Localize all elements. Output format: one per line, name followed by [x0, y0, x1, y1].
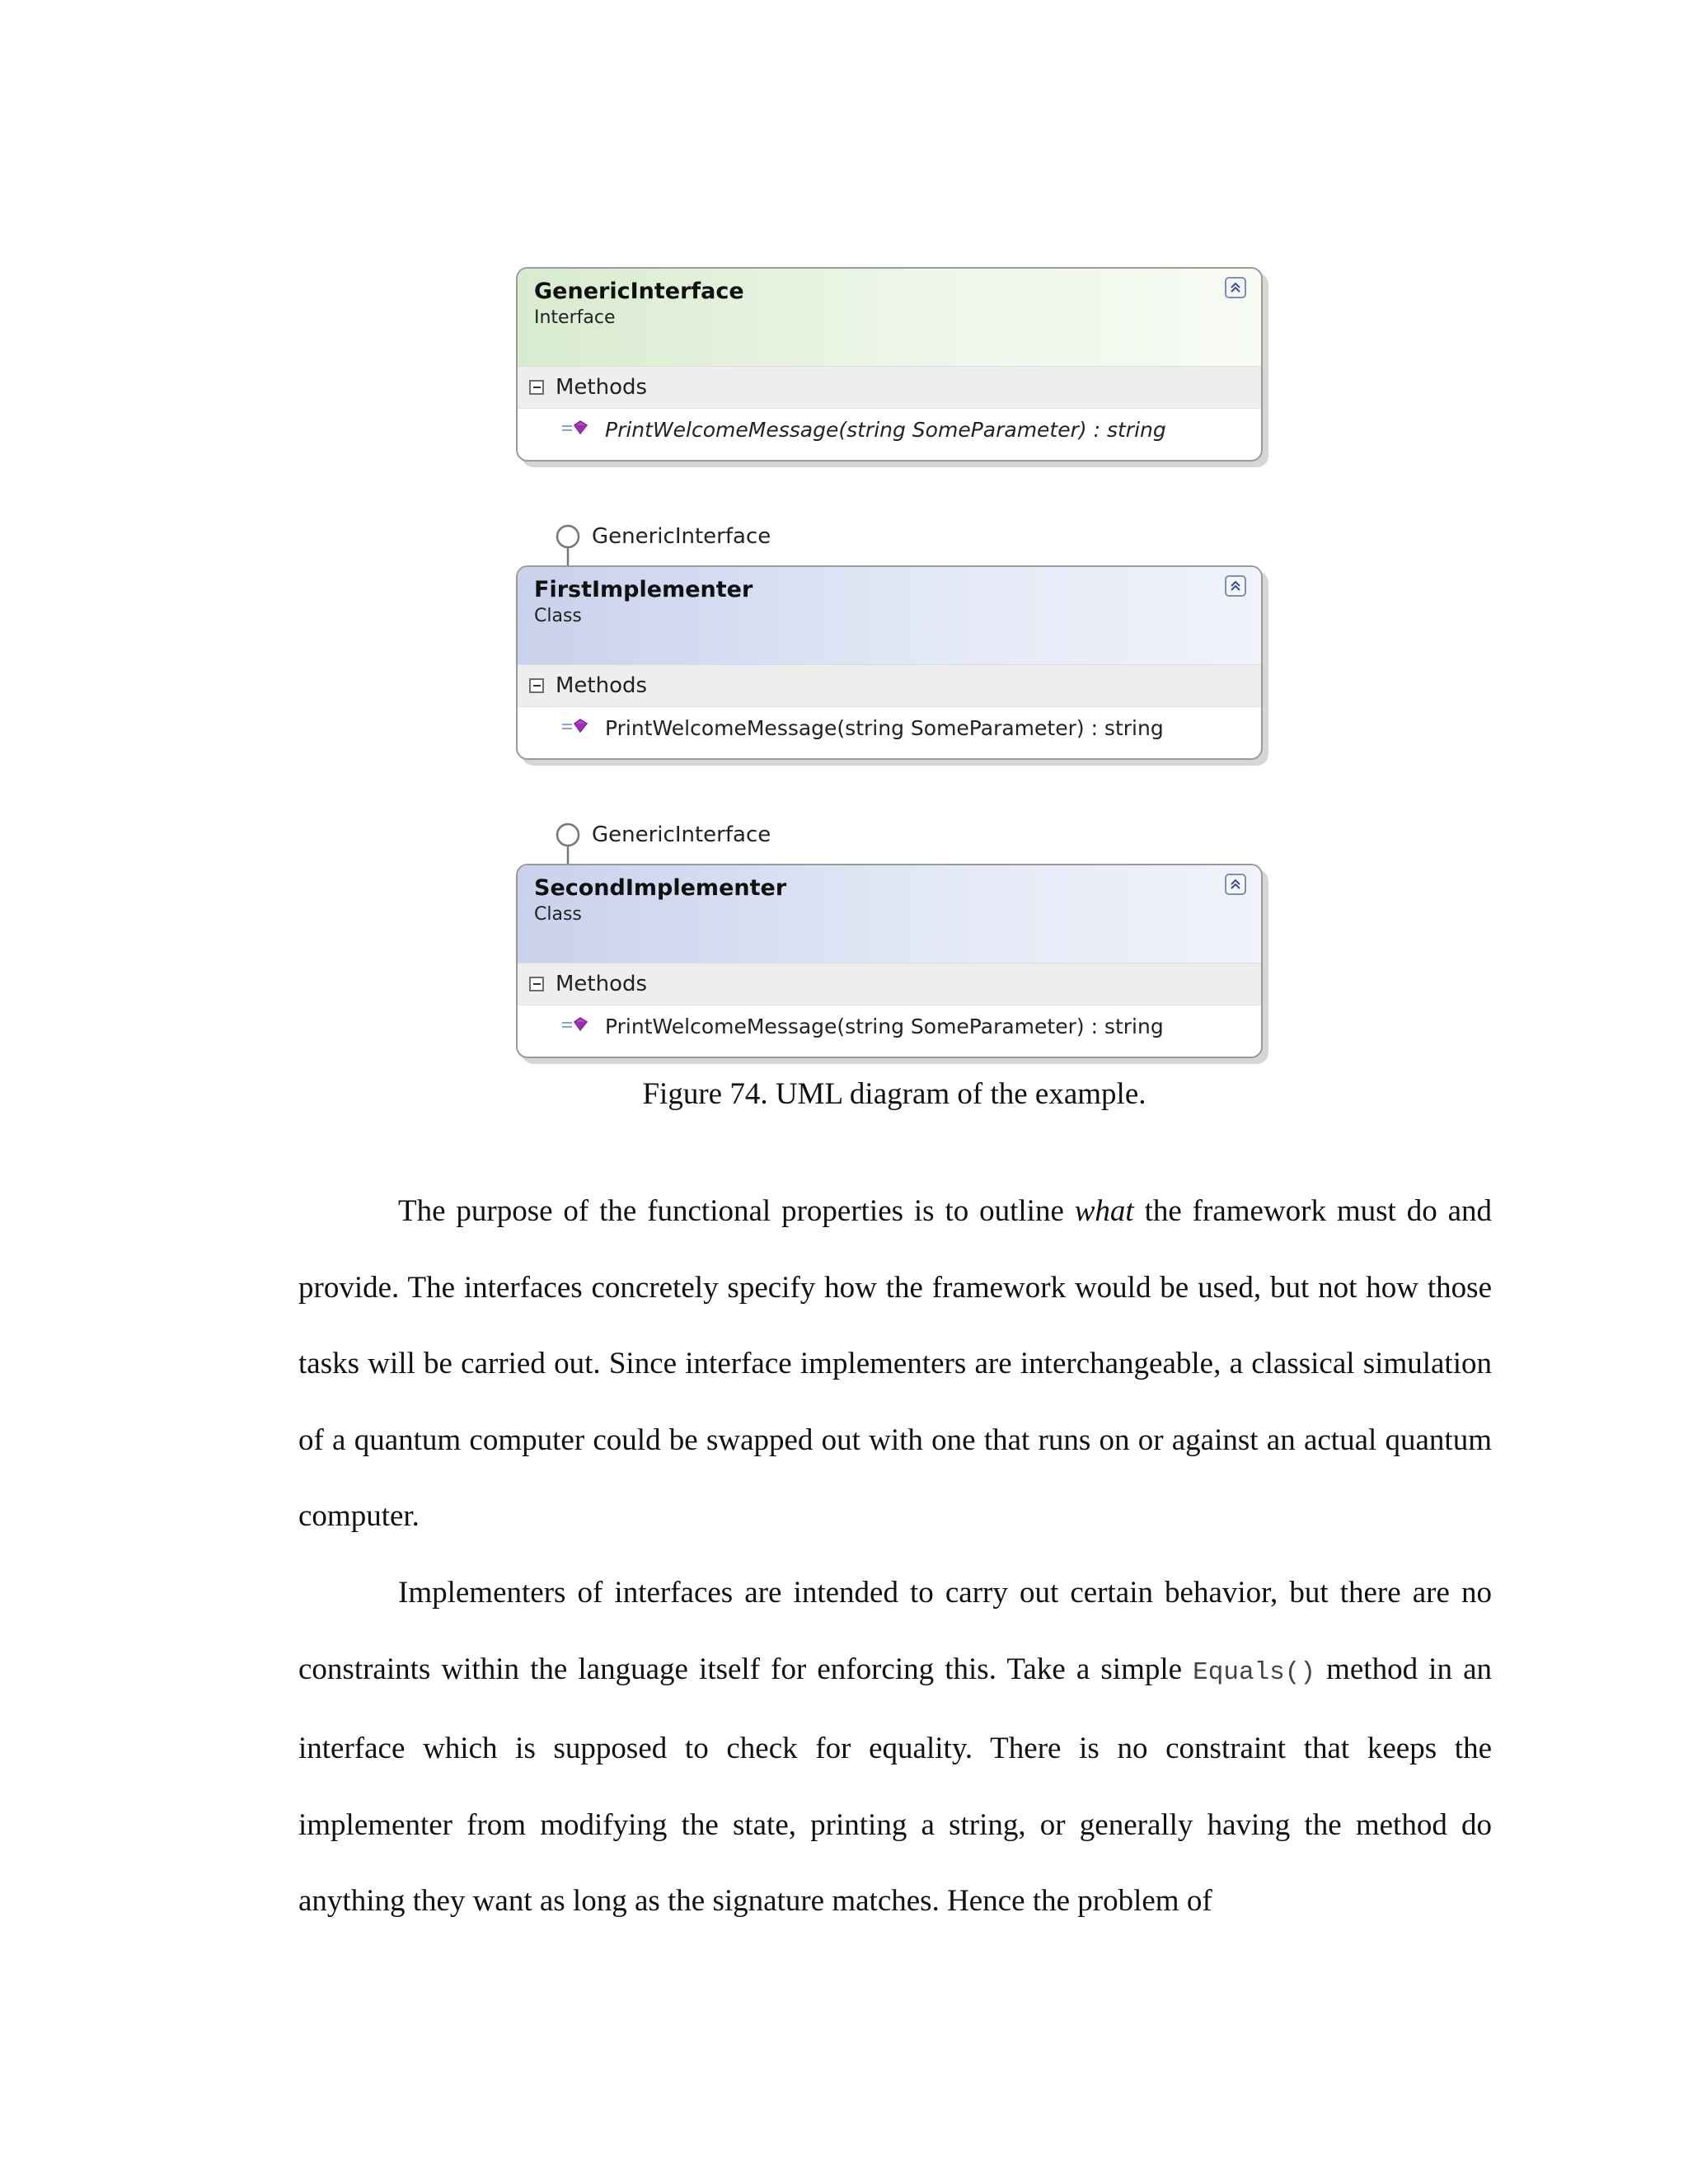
methods-section-header[interactable]	[518, 366, 1261, 409]
implemented-interface-label: GenericInterface	[592, 823, 771, 847]
paragraph-text: the framework must do and provide. The interfaces concretely specify how the framework would be used, but not how those tasks will be carried out. Since interface implementers are interchangeable, a classical simulation of a quantum computer could be swapped out with one that runs on or against an actual quantum computer.	[298, 1194, 1492, 1533]
methods-section-header[interactable]	[518, 963, 1261, 1005]
collapse-icon[interactable]	[1225, 277, 1246, 298]
uml-type-name: SecondImplementer	[534, 875, 787, 901]
uml-type-kind: Class	[534, 904, 582, 925]
interface-lollipop-icon	[554, 523, 587, 570]
uml-box-second-implementer	[516, 864, 1263, 1058]
paragraph-text: method in an interface which is supposed to check for equality. There is no constraint that keeps the implementer from modifying the state, printing a string, or generally having the method do anything they want as long as the signature matches. Hence the problem of	[298, 1652, 1492, 1918]
figure-caption: Figure 74. UML diagram of the example.	[642, 1077, 1146, 1111]
section-label: Methods	[556, 375, 648, 400]
method-icon	[560, 717, 593, 738]
uml-box-header	[518, 567, 1261, 664]
uml-type-kind: Class	[534, 606, 582, 626]
collapse-icon[interactable]	[1225, 874, 1246, 895]
method-signature: PrintWelcomeMessage(string SomeParameter) : string	[605, 715, 1164, 740]
uml-box-header	[518, 269, 1261, 366]
uml-type-name: FirstImplementer	[534, 577, 753, 602]
body-paragraph-1	[298, 1174, 1492, 1555]
method-row	[518, 707, 1261, 748]
paragraph-text: The purpose of the functional properties is to outline	[398, 1194, 1075, 1228]
interface-lollipop-icon	[554, 821, 587, 869]
collapse-icon[interactable]	[1225, 575, 1246, 597]
uml-box-header	[518, 865, 1261, 963]
method-icon	[560, 1015, 593, 1037]
method-icon	[560, 419, 593, 440]
collapse-section-icon[interactable]	[529, 977, 544, 991]
emphasis-text: what	[1074, 1194, 1134, 1228]
uml-box-first-implementer	[516, 565, 1263, 760]
paragraph-text: Implementers of interfaces are intended to carry out certain behavior, but there are no constraints within the language itself for enforcing this. Take a simple	[298, 1576, 1492, 1686]
uml-type-name: GenericInterface	[534, 279, 744, 304]
method-row	[518, 1005, 1261, 1047]
methods-section-header[interactable]	[518, 664, 1261, 707]
body-paragraph-2	[298, 1555, 1492, 1940]
inline-code: Equals()	[1193, 1657, 1315, 1687]
method-signature: PrintWelcomeMessage(string SomeParameter) : string	[605, 417, 1166, 442]
collapse-section-icon[interactable]	[529, 380, 544, 395]
section-label: Methods	[556, 673, 648, 698]
collapse-section-icon[interactable]	[529, 678, 544, 693]
uml-type-kind: Interface	[534, 307, 616, 328]
section-label: Methods	[556, 972, 648, 996]
method-signature: PrintWelcomeMessage(string SomeParameter) : string	[605, 1014, 1164, 1038]
uml-box-generic-interface	[516, 267, 1263, 462]
method-row	[518, 409, 1261, 450]
implemented-interface-label: GenericInterface	[592, 524, 771, 549]
